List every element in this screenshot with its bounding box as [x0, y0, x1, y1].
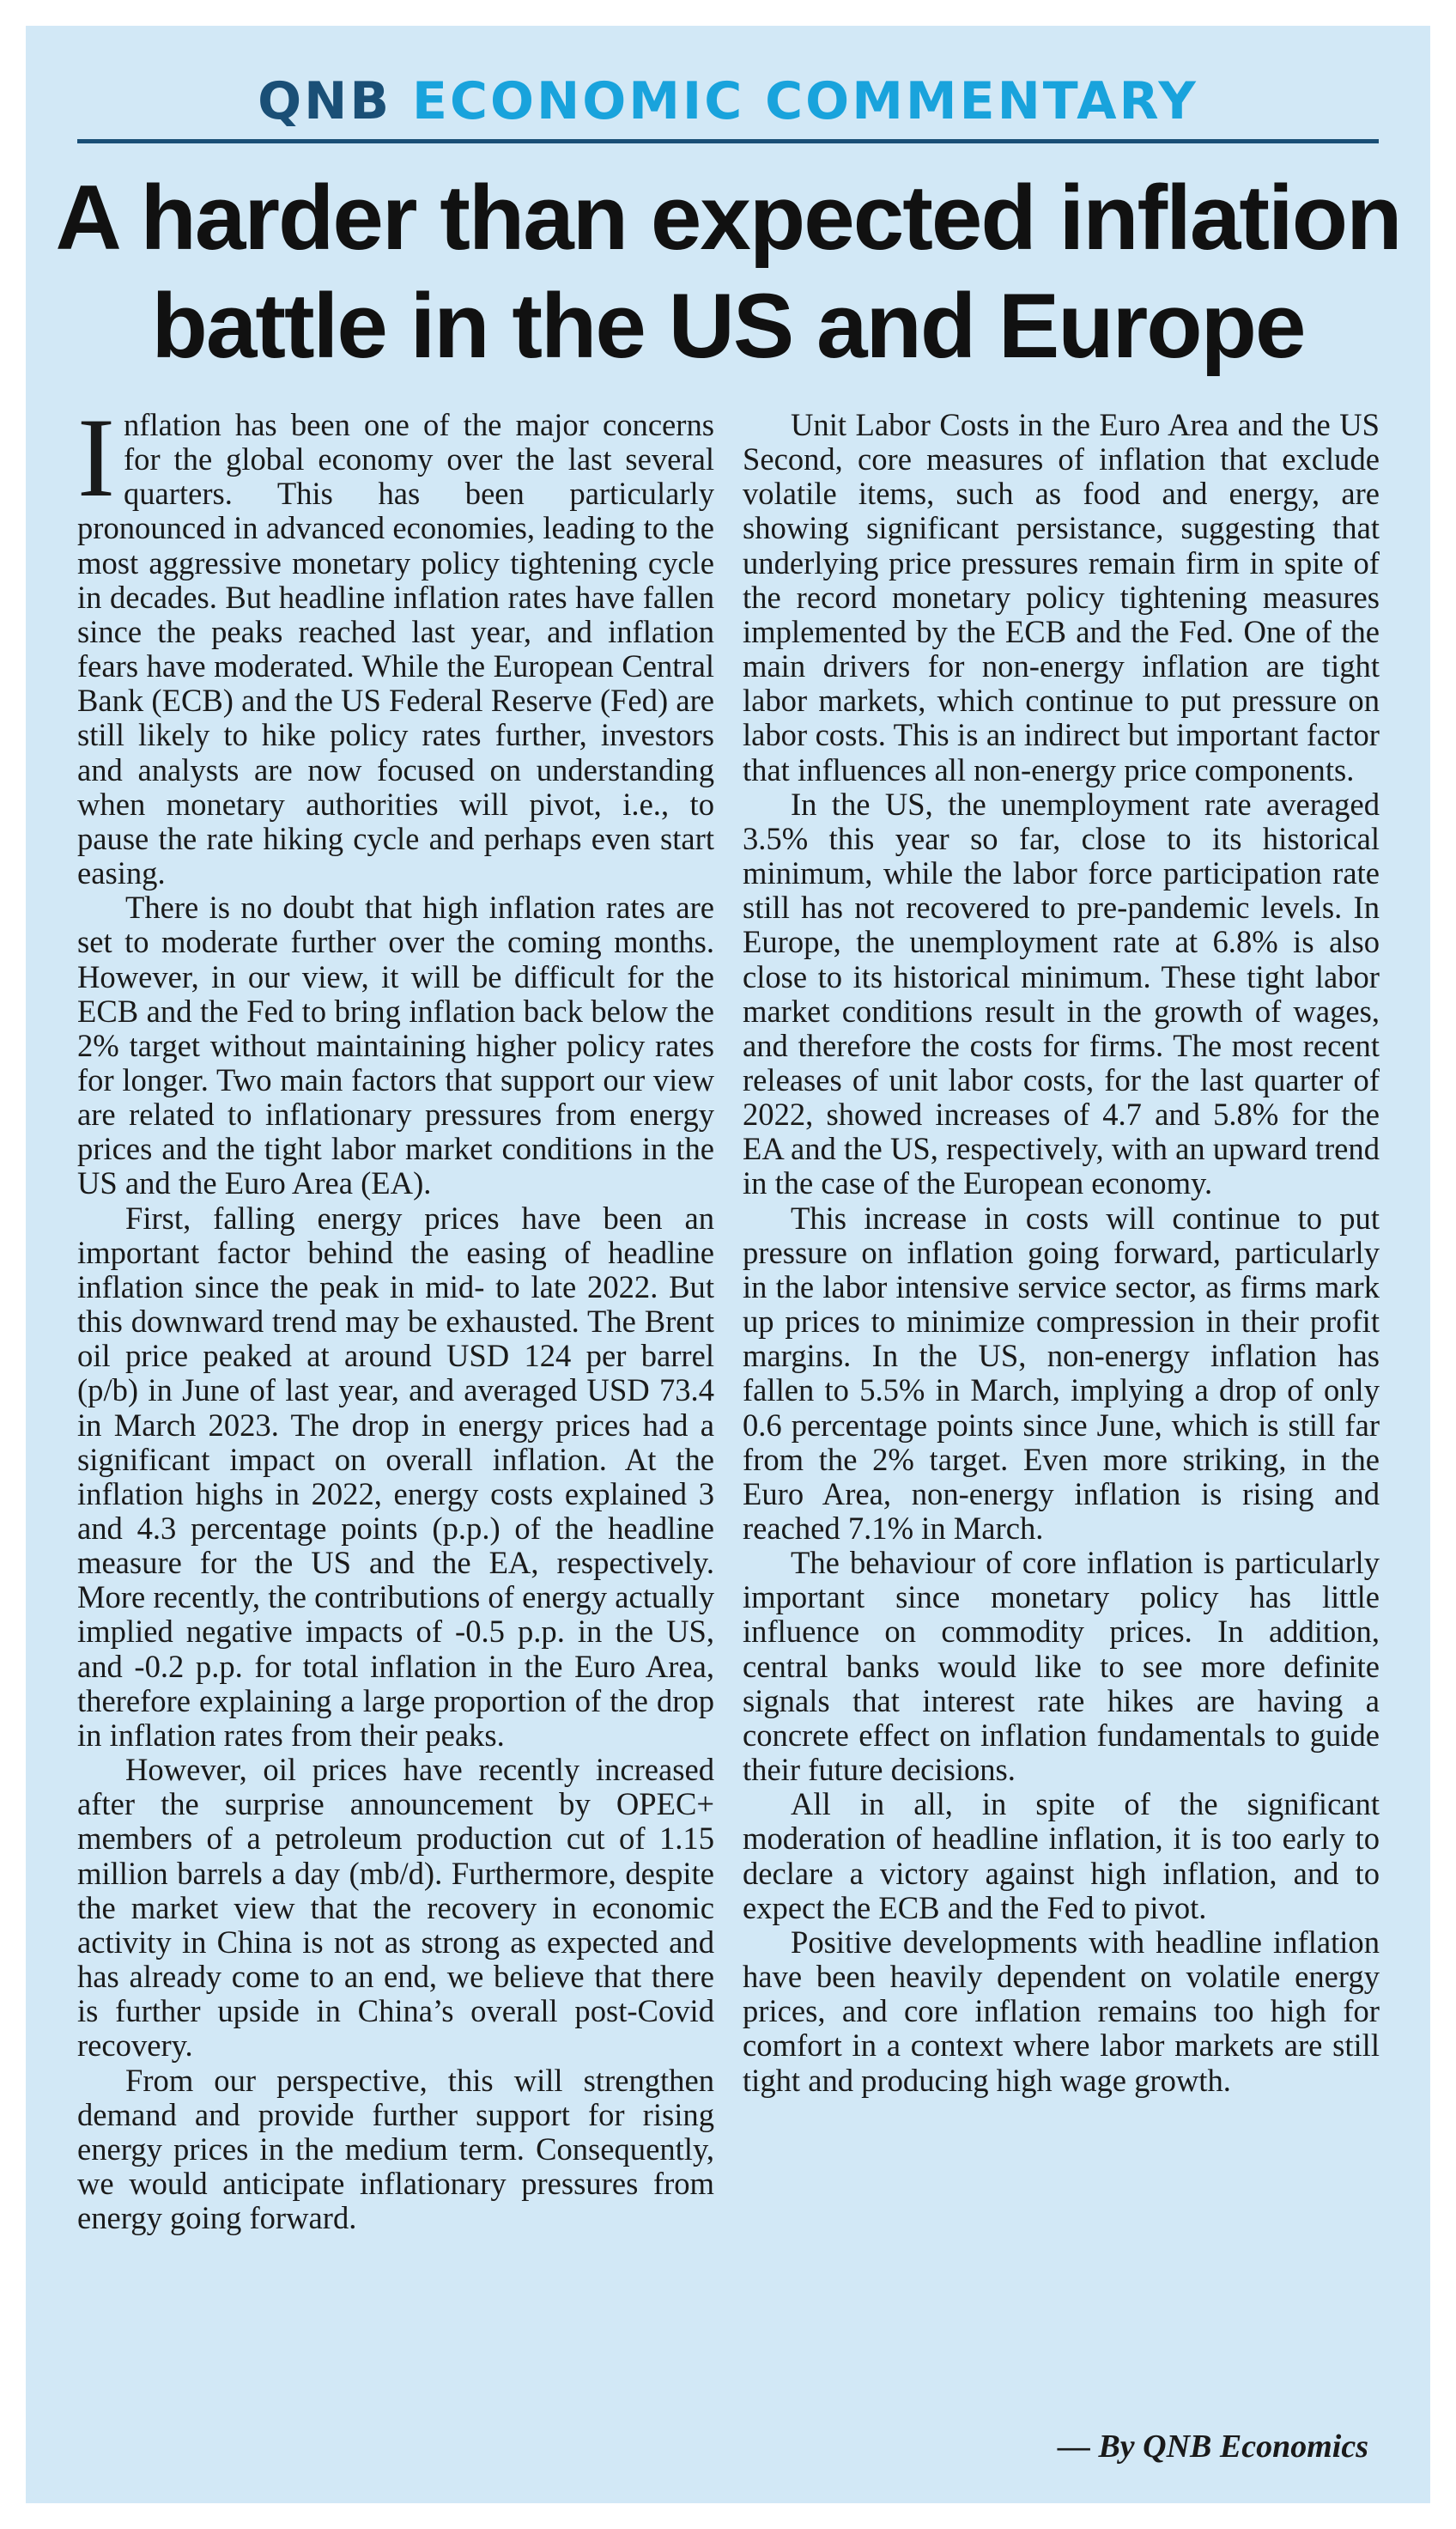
body-paragraph: Positive developments with headline inflation have been heavily dependent on volatile energy prices, and core inflation remains too high for comfort in a context where labor markets are still tight and producing high wage growth.	[743, 1924, 1380, 2098]
article-headline: A harder than expected inflation battle in the US and Europe	[55, 166, 1401, 377]
body-paragraph: The behaviour of core inflation is particularly important since monetary policy has little influence on commodity prices. In addition, central banks would like to see more definite signals that interest rate hikes are having a concrete effect on inflation fundamentals to guide their future decisions.	[743, 1545, 1380, 1788]
body-paragraph: Unit Labor Costs in the Euro Area and the US Second, core measures of inflation that exclude volatile items, such as food and energy, are showing significant persistance, suggesting that underlying price pressures remain firm in spite of the record monetary policy tightening measures implemented by the ECB and the Fed. One of the main drivers for non-energy inflation are tight labor markets, which continue to put pressure on labor costs. This is an indirect but important factor that influences all non-energy price components.	[743, 407, 1380, 787]
article-column-right	[743, 408, 1380, 2098]
body-paragraph: From our perspective, this will strengthen demand and provide further support for rising energy prices in the medium term. Consequently, we would anticipate inflationary pressures from energy going forward.	[77, 2062, 714, 2236]
section-name: ECONOMIC COMMENTARY	[411, 71, 1198, 131]
body-paragraph: In the US, the unemployment rate averaged 3.5% this year so far, close to its historical minimum, while the labor force participation rate still has not recovered to pre-pandemic levels. In Europe, the unemployment rate at 6.8% is also close to its historical minimum. These tight labor market conditions result in the growth of wages, and therefore the costs for firms. The most recent releases of unit labor costs, for the last quarter of 2022, showed increases of 4.7 and 5.8% for the EA and the US, respectively, with an upward trend in the case of the European economy.	[743, 786, 1380, 1201]
section-header	[26, 71, 1430, 131]
body-paragraph: However, oil prices have recently increased after the surprise announcement by OPEC+ members of a petroleum production cut of 1.15 million barrels a day (mb/d). Furthermore, despite the market view that the recovery in economic activity in China is not as strong as expected and has already come to an end, we believe that there is further upside in China’s overall post-Covid recovery.	[77, 1752, 714, 2064]
article-panel	[26, 26, 1430, 2503]
body-paragraph	[77, 394, 714, 891]
body-paragraph: This increase in costs will continue to put pressure on inflation going forward, particularly in the labor intensive service sector, as firms mark up prices to minimize compression in their profit margins. In the US, non-energy inflation has fallen to 5.5% in March, implying a drop of only 0.6 percentage points since June, which is still far from the 2% target. Even more striking, in the Euro Area, non-energy inflation is rising and reached 7.1% in March.	[743, 1200, 1380, 1546]
article-byline: — By QNB Economics	[1057, 2429, 1368, 2465]
body-paragraph: First, falling energy prices have been an important factor behind the easing of headline inflation since the peak in mid- to late 2022. But this downward trend may be exhausted. The Brent oil price peaked at around USD 124 per barrel (p/b) in June of last year, and averaged USD 73.4 in March 2023. The drop in energy prices had a significant impact on overall inflation. At the inflation highs in 2022, energy costs explained 3 and 4.3 percentage points (p.p.) of the headline measure for the US and the EA, respectively. More recently, the contributions of energy actually implied negative impacts of -0.5 p.p. in the US, and -0.2 p.p. for total inflation in the Euro Area, therefore explaining a large proportion of the drop in inflation rates from their peaks.	[77, 1200, 714, 1753]
body-text: nflation has been one of the major concerns for the global economy over the last several quarters. This has been particularly pronounced in advanced economies, leading to the most aggressive monetary policy tightening cycle in decades. But headline inflation rates have fallen since the peaks reached last year, and inflation fears have moderated. While the European Central Bank (ECB) and the US Federal Reserve (Fed) are still likely to hike policy rates further, investors and analysts are now focused on understanding when monetary authorities will pivot, i.e., to pause the rate hiking cycle and perhaps even start easing.	[77, 407, 714, 891]
header-divider	[77, 139, 1379, 143]
brand-name: QNB	[258, 71, 392, 131]
body-paragraph: All in all, in spite of the significant moderation of headline inflation, it is too early to declare a victory against high inflation, and to expect the ECB and the Fed to pivot.	[743, 1786, 1380, 1925]
body-paragraph: There is no doubt that high inflation rates are set to moderate further over the coming months. However, in our view, it will be difficult for the ECB and the Fed to bring inflation back below the 2% target without maintaining higher policy rates for longer. Two main factors that support our view are related to inflationary pressures from energy prices and the tight labor market conditions in the US and the Euro Area (EA).	[77, 890, 714, 1201]
drop-cap: I	[77, 394, 115, 520]
article-column-left	[77, 394, 714, 2236]
